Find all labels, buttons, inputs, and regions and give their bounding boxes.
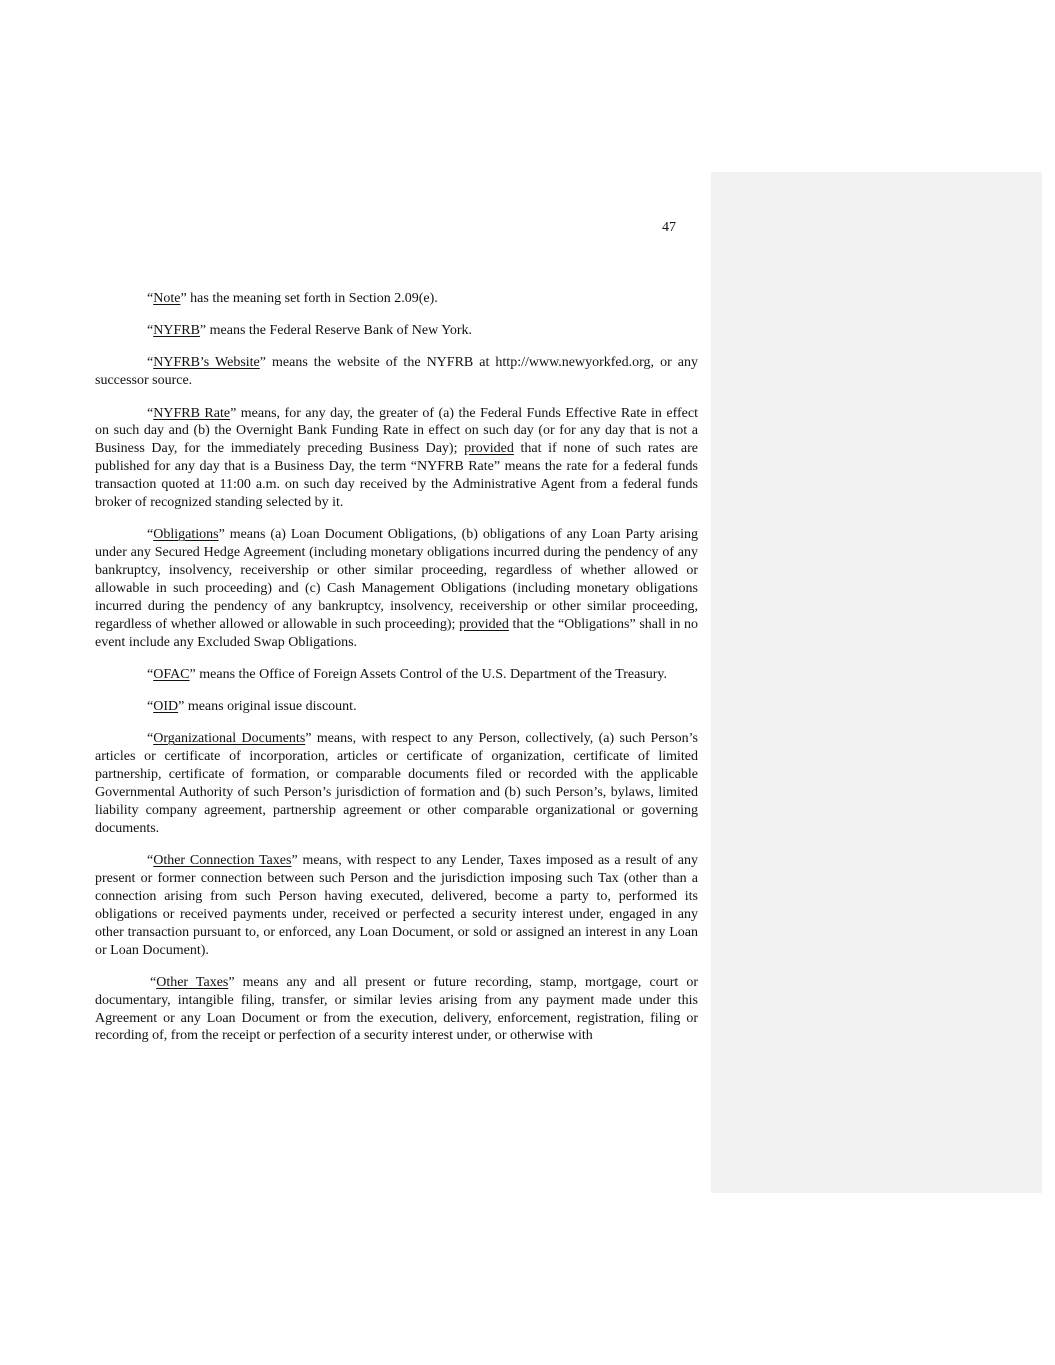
definition-text: ” means, with respect to any Lender, Taxes imposed as a result of any present or former connection between such Person and the jurisdiction imposing such Tax (other than a connection arising from such Person having executed, delivered, become a party to, performed its obligations or received payments under, received or perfected a security interest under, engaged in any other transaction pursuant to, or enforced, any Loan Document, or sold or assigned an interest in any Loan or Loan Document). bbox=[95, 853, 698, 958]
defined-term: OID bbox=[153, 699, 179, 715]
defined-term: OFAC bbox=[153, 666, 190, 682]
open-quote: “ bbox=[147, 527, 154, 543]
defined-term: NYFRB bbox=[153, 323, 200, 339]
definition-oid bbox=[95, 698, 698, 716]
definition-ofac bbox=[95, 666, 698, 684]
definition-text: ” means original issue discount. bbox=[178, 699, 357, 715]
defined-term: NYFRB Rate bbox=[153, 405, 231, 421]
open-quote: “ bbox=[147, 323, 154, 339]
defined-term: Organizational Documents bbox=[153, 731, 306, 747]
definition-nyfrb-website bbox=[95, 354, 698, 390]
defined-term: Other Connection Taxes bbox=[153, 853, 292, 869]
definition-tail: that if none of such rates are published for any day that is a Business Day, the term “NYFRB Rate” means the rate for a federal funds transaction quoted at 11:00 a.m. on such day received by the Administrative Agent from a federal funds broker of recognized standing selected by it. bbox=[95, 441, 698, 511]
defined-term: NYFRB’s Website bbox=[153, 355, 260, 371]
proviso-term: provided bbox=[464, 441, 514, 457]
definition-tail: that the “Obligations” shall in no event include any Excluded Swap Obligations. bbox=[95, 616, 698, 650]
definition-other-taxes bbox=[95, 974, 698, 1046]
document-body bbox=[95, 290, 698, 1060]
definition-text: ” means any and all present or future recording, stamp, mortgage, court or documentary, intangible filing, transfer, or similar levies arising from any payment made under this Agreement or any Loan Document or from the execution, delivery, enforcement, registration, filing or recording of, from the receipt or perfection of a security interest under, or otherwise with bbox=[95, 974, 698, 1044]
open-quote: “ bbox=[147, 291, 154, 306]
open-quote: “ bbox=[147, 666, 154, 682]
definition-note bbox=[95, 290, 698, 308]
definition-nyfrb bbox=[95, 322, 698, 340]
definition-text: ” means (a) Loan Document Obligations, (b) obligations of any Loan Party arising under any Secured Hedge Agreement (including monetary obligations incurred during the pendency of any bankruptcy, insolvency, receivership or other similar proceeding, regardless of whether allowed or allowable in such proceeding) and (c) Cash Management Obligations (including monetary obligations incurred during the pendency of any bankruptcy, insolvency, receivership or other similar proceeding, regardless of whether allowed or allowable in such proceeding); bbox=[95, 527, 698, 632]
open-quote: “ bbox=[147, 405, 154, 421]
definition-text: ” means, with respect to any Person, collectively, (a) such Person’s articles or certificate of incorporation, articles or certificate of organization, certificate of limited partnership, certificate of formation, or comparable documents filed or recorded with the applicable Governmental Authority of such Person’s jurisdiction of formation and (b) such Person’s, bylaws, limited liability company agreement, partnership agreement or other comparable organizational or governing documents. bbox=[95, 731, 698, 836]
open-quote: “ bbox=[147, 853, 154, 869]
definition-organizational-documents bbox=[95, 730, 698, 837]
open-quote: “ bbox=[150, 974, 157, 990]
definition-other-connection-taxes bbox=[95, 852, 698, 959]
defined-term: Note bbox=[153, 291, 181, 306]
definition-text: ” means, for any day, the greater of (a) the Federal Funds Effective Rate in effect on such day and (b) the Overnight Bank Funding Rate in effect on such day (or for any day that is not a Business Day, for the immediately preceding Business Day); bbox=[95, 405, 698, 457]
open-quote: “ bbox=[147, 355, 154, 371]
open-quote: “ bbox=[147, 731, 154, 747]
definition-text: ” means the Federal Reserve Bank of New York. bbox=[199, 323, 473, 339]
comment-pane bbox=[711, 172, 1042, 1193]
defined-term: Other Taxes bbox=[156, 974, 229, 990]
proviso-term: provided bbox=[459, 616, 509, 632]
defined-term: Obligations bbox=[153, 527, 219, 543]
open-quote: “ bbox=[147, 699, 154, 715]
page-number: 47 bbox=[662, 220, 676, 235]
definition-nyfrb-rate bbox=[95, 405, 698, 512]
definition-obligations bbox=[95, 526, 698, 651]
definition-text: ” means the Office of Foreign Assets Control of the U.S. Department of the Treasury. bbox=[189, 666, 668, 682]
definition-text: ” means the website of the NYFRB at http://www.newyorkfed.org, or any successor source. bbox=[95, 355, 698, 389]
definition-text: ” has the meaning set forth in Section 2.09(e). bbox=[180, 291, 438, 306]
